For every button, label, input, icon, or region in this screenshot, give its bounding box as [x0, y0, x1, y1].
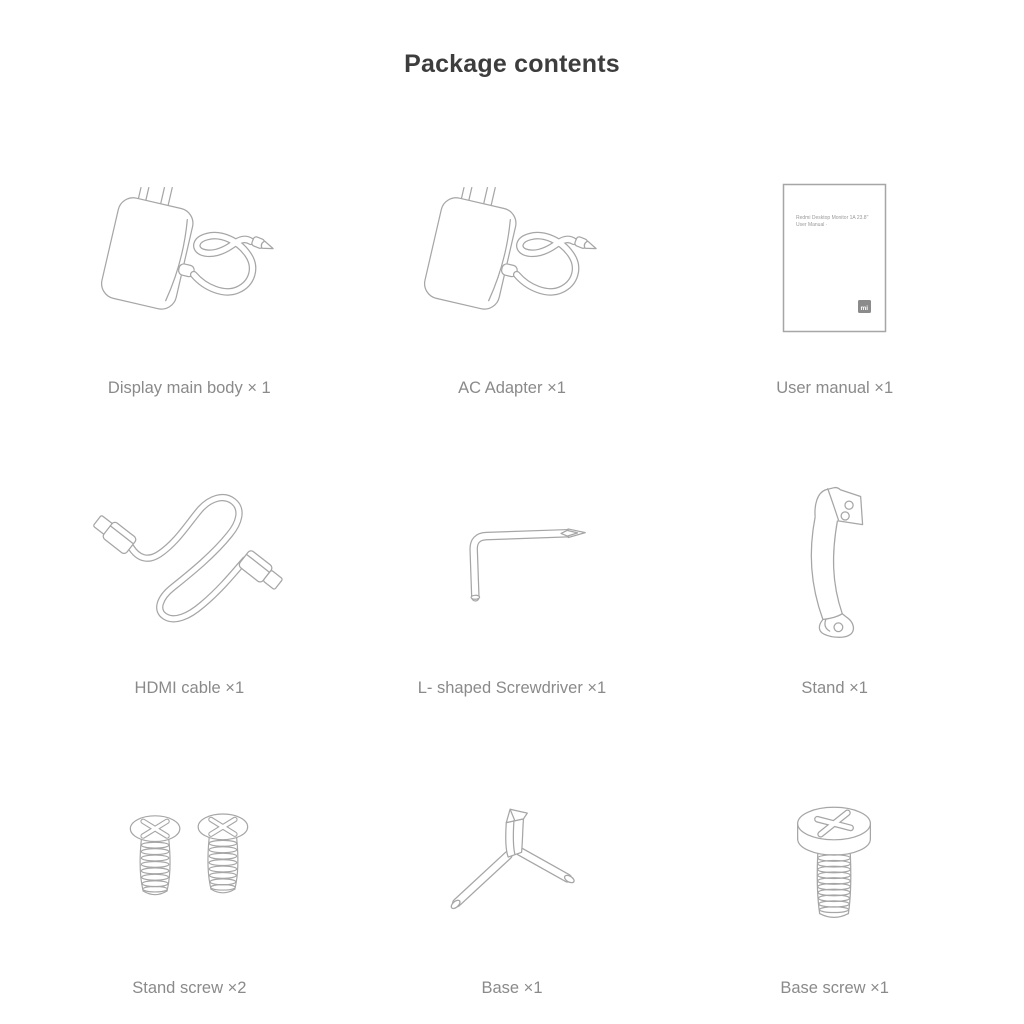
package-item-stand-screw [28, 737, 351, 1024]
item-label: Stand ×1 [801, 679, 868, 697]
manual-cover-title: Redmi Desktop Monitor 1A 23.8" [796, 215, 869, 221]
ac-adapter-illustration [89, 187, 289, 330]
base-illustration [426, 794, 598, 923]
manual-cover-subtitle: User Manual · [796, 222, 828, 228]
base-screw-illustration [784, 791, 885, 925]
hdmi-cable-illustration [87, 480, 292, 636]
package-item-user-manual [673, 137, 996, 437]
item-label: L- shaped Screwdriver ×1 [417, 679, 607, 697]
stand-illustration [789, 476, 881, 641]
user-manual-illustration [782, 183, 887, 333]
package-item-display-main-body [28, 137, 351, 437]
page-title: Package contents [404, 50, 620, 78]
item-label: Stand screw ×2 [132, 979, 247, 997]
item-label: Base screw ×1 [780, 979, 889, 997]
item-label: User manual ×1 [776, 379, 894, 397]
package-item-ac-adapter [351, 137, 674, 437]
package-item-base-screw [673, 737, 996, 1024]
package-item-base [351, 737, 674, 1024]
l-shaped-screwdriver-illustration [417, 501, 607, 615]
package-contents-grid [28, 137, 996, 1024]
item-label: AC Adapter ×1 [458, 379, 566, 397]
package-item-l-shaped-screwdriver [351, 437, 674, 737]
stand-screws-illustration [120, 803, 258, 913]
package-item-stand [673, 437, 996, 737]
item-label: HDMI cable ×1 [134, 679, 245, 697]
package-item-hdmi-cable [28, 437, 351, 737]
mi-logo-text: mi [860, 305, 869, 312]
item-label: Display main body × 1 [107, 379, 271, 397]
ac-adapter-illustration [412, 187, 612, 330]
item-label: Base ×1 [481, 979, 543, 997]
